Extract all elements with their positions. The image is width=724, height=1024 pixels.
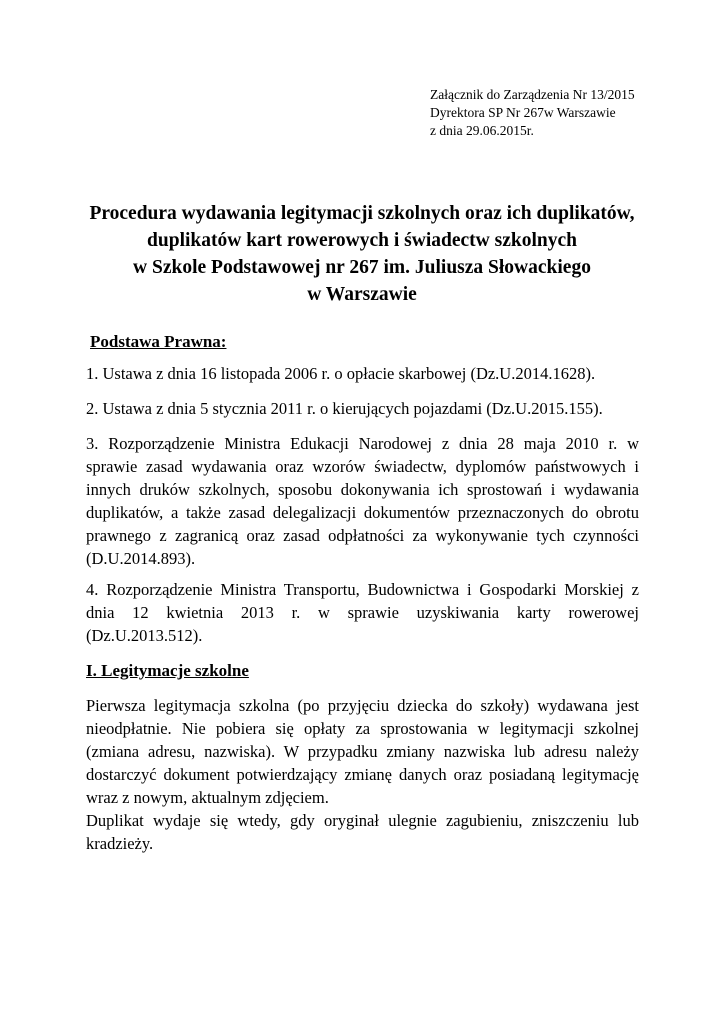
paragraph-line: (D.U.2014.893). <box>86 549 196 568</box>
paragraph-line: (zmiana adresu, nazwiska). W przypadku zmiany nazwiska lub adresu należy <box>86 742 639 761</box>
legal-basis-heading: Podstawa Prawna: <box>90 332 227 351</box>
paragraph-line: duplikatów, a także zasad delegalizacji dokumentów przeznaczonych do obrotu <box>86 503 639 522</box>
paragraph-line: innych druków szkolnych, sposobu dokonywania ich sprostowań i wydawania <box>86 480 639 499</box>
section-paragraph <box>86 694 639 855</box>
paragraph-line: nieodpłatnie. Nie pobiera się opłaty za sprostowania w legitymacji szkolnej <box>86 719 639 738</box>
paragraph-line: dnia 12 kwietnia 2013 r. w sprawie uzyskiwania karty rowerowej <box>86 603 639 622</box>
paragraph-line: (Dz.U.2013.512). <box>86 626 203 645</box>
title-line: Procedura wydawania legitymacji szkolnych oraz ich duplikatów, <box>89 203 635 224</box>
title-line: w Szkole Podstawowej nr 267 im. Juliusza Słowackiego <box>133 257 591 278</box>
legal-basis-item <box>86 362 639 385</box>
annex-note <box>430 86 635 140</box>
paragraph-line: prawnego z zagranicą oraz zasad odpłatności za wykonywanie tych czynności <box>86 526 639 545</box>
legal-basis-item <box>86 432 639 570</box>
paragraph-line: wraz z nowym, aktualnym zdjęciem. <box>86 788 329 807</box>
document-title <box>60 200 664 308</box>
paragraph-line: Duplikat wydaje się wtedy, gdy oryginał ulegnie zagubieniu, zniszczeniu lub <box>86 811 639 830</box>
title-line: duplikatów kart rowerowych i świadectw szkolnych <box>147 230 577 251</box>
title-line: w Warszawie <box>307 284 417 305</box>
paragraph-line: 3. Rozporządzenie Ministra Edukacji Narodowej z dnia 28 maja 2010 r. w <box>86 434 639 453</box>
paragraph-line: 2. Ustawa z dnia 5 stycznia 2011 r. o kierujących pojazdami (Dz.U.2015.155). <box>86 399 603 418</box>
paragraph-line: sprawie zasad wydawania oraz wzorów świadectw, dyplomów państwowych i <box>86 457 639 476</box>
legal-basis-item <box>86 397 639 420</box>
annex-line: z dnia 29.06.2015r. <box>430 123 534 138</box>
legal-basis-item <box>86 578 639 647</box>
paragraph-line: kradzieży. <box>86 834 154 853</box>
annex-line: Załącznik do Zarządzenia Nr 13/2015 <box>430 87 635 102</box>
paragraph-line: 4. Rozporządzenie Ministra Transportu, Budownictwa i Gospodarki Morskiej z <box>86 580 639 599</box>
paragraph-line: 1. Ustawa z dnia 16 listopada 2006 r. o opłacie skarbowej (Dz.U.2014.1628). <box>86 364 596 383</box>
paragraph-line: Pierwsza legitymacja szkolna (po przyjęciu dziecka do szkoły) wydawana jest <box>86 696 639 715</box>
section-heading: I. Legitymacje szkolne <box>86 661 249 680</box>
annex-line: Dyrektora SP Nr 267w Warszawie <box>430 105 616 120</box>
paragraph-line: dostarczyć dokument potwierdzający zmianę danych oraz posiadaną legitymację <box>86 765 639 784</box>
